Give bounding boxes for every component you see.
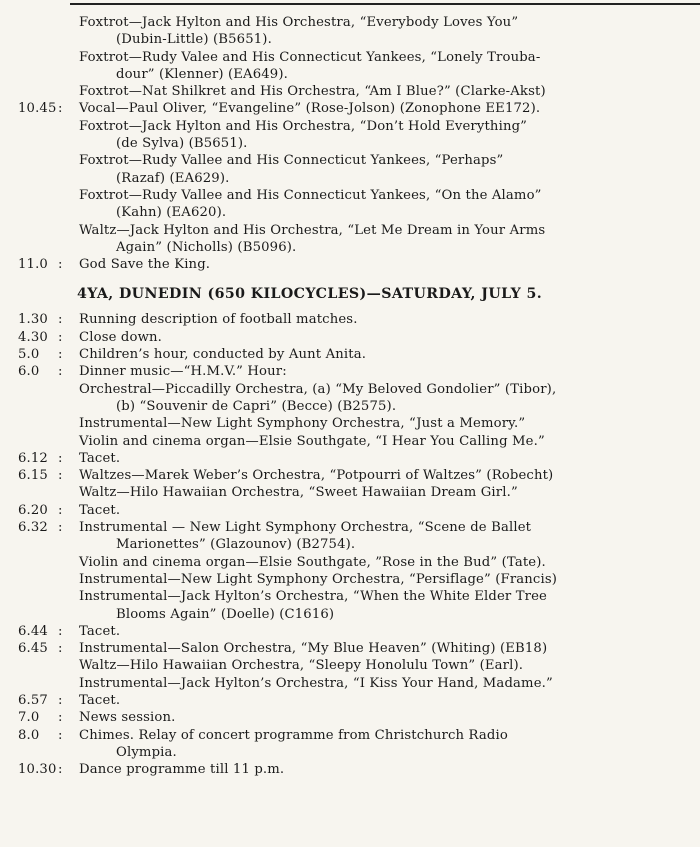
time-label: 6.20 [18,502,48,518]
time-separator: : [58,312,63,328]
programme-line [0,433,700,450]
time-label: 10.45 [18,101,57,117]
time-separator: : [58,347,63,363]
programme-line [0,623,700,640]
programme-text: Foxtrot—Rudy Valee and His Connecticut Yankees, “Lonely Trouba- [79,49,541,65]
programme-text: God Save the King. [79,257,211,273]
programme-line [0,83,700,100]
programme-text: Instrumental—New Light Symphony Orchestra, “Persiflage” (Francis) [79,571,558,587]
programme-line [0,14,700,31]
programme-line [0,256,700,273]
programme-text: Dinner music—“H.M.V.” Hour: [79,364,287,380]
programme-line [0,363,700,380]
programme-line [0,761,700,778]
programme-line [0,536,700,553]
programme-text: News session. [79,710,176,726]
time-separator: : [58,329,63,345]
time-separator: : [58,502,63,518]
time-label: 6.44 [18,623,48,639]
programme-text: Foxtrot—Nat Shilkret and His Orchestra, “Am I Blue?” (Clarke-Akst) [79,84,546,100]
programme-text: Waltz—Hilo Hawaiian Orchestra, “Sleepy Honolulu Town” (Earl). [79,658,524,674]
programme-line [0,346,700,363]
programme-text: dour” (Klenner) (EA649). [116,66,288,82]
programme-line [0,170,700,187]
programme-page [0,14,700,778]
programme-line [0,329,700,346]
programme-text: Foxtrot—Rudy Vallee and His Connecticut Yankees, “On the Alamo” [79,187,542,203]
programme-text: Orchestral—Piccadilly Orchestra, (a) “My Beloved Gondolier” (Tibor), [79,381,557,397]
station-heading [0,277,700,311]
programme-text: Instrumental—New Light Symphony Orchestra, “Just a Memory.” [79,416,526,432]
time-separator: : [58,468,63,484]
time-separator: : [58,727,63,743]
time-separator: : [58,641,63,657]
programme-line [0,709,700,726]
programme-line [0,744,700,761]
programme-line [0,222,700,239]
programme-text: Waltz—Jack Hylton and His Orchestra, “Let Me Dream in Your Arms [79,222,546,238]
programme-line [0,31,700,48]
programme-text: (Razaf) (EA629). [116,170,230,186]
time-separator: : [58,364,63,380]
programme-line [0,100,700,117]
programme-text: Foxtrot—Jack Hylton and His Orchestra, “Don’t Hold Everything” [79,118,528,134]
programme-text: Olympia. [116,744,177,760]
programme-line [0,571,700,588]
programme-text: Foxtrot—Rudy Vallee and His Connecticut Yankees, “Perhaps” [79,153,504,169]
programme-line [0,606,700,623]
programme-line [0,187,700,204]
time-separator: : [58,101,63,117]
programme-line [0,502,700,519]
programme-line [0,467,700,484]
programme-text: Instrumental—Jack Hylton’s Orchestra, “I Kiss Your Hand, Madame.” [79,675,553,691]
programme-line [0,450,700,467]
programme-line [0,692,700,709]
programme-text: Again” (Nicholls) (B5096). [116,239,297,255]
programme-text: Running description of football matches. [79,312,358,328]
programme-text: Close down. [79,329,163,345]
time-label: 1.30 [18,312,48,328]
station-heading-text: 4YA, DUNEDIN (650 KILOCYCLES)—SATURDAY, JULY 5. [77,286,543,303]
programme-line [0,381,700,398]
programme-text: Waltz—Hilo Hawaiian Orchestra, “Sweet Hawaiian Dream Girl.” [79,485,518,501]
programme-text: Instrumental—Jack Hylton’s Orchestra, “When the White Elder Tree [79,589,548,605]
time-label: 6.0 [18,364,40,380]
programme-text: (Dubin-Little) (B5651). [116,32,272,48]
programme-line [0,415,700,432]
programme-line [0,588,700,605]
time-label: 10.30 [18,762,57,778]
time-label: 6.32 [18,520,48,536]
time-label: 4.30 [18,329,48,345]
time-separator: : [58,692,63,708]
time-label: 11.0 [18,257,48,273]
programme-text: Marionettes” (Glazounov) (B2754). [116,537,356,553]
programme-text: Blooms Again” (Doelle) (C1616) [116,606,335,622]
programme-text: Tacet. [79,450,121,466]
time-separator: : [58,762,63,778]
programme-line [0,152,700,169]
programme-text: Violin and cinema organ—Elsie Southgate, “I Hear You Calling Me.” [79,433,545,449]
time-separator: : [58,450,63,466]
time-label: 6.45 [18,641,48,657]
time-separator: : [58,710,63,726]
programme-line [0,204,700,221]
programme-text: Violin and cinema organ—Elsie Southgate, ”Rose in the Bud” (Tate). [79,554,546,570]
programme-line [0,727,700,744]
programme-line [0,675,700,692]
time-separator: : [58,520,63,536]
programme-text: Dance programme till 11 p.m. [79,762,285,778]
programme-text: Instrumental—Salon Orchestra, “My Blue Heaven” (Whiting) (EB18) [79,641,548,657]
time-separator: : [58,623,63,639]
programme-text: Foxtrot—Jack Hylton and His Orchestra, “Everybody Loves You” [79,15,519,30]
programme-text: (b) “Souvenir de Capri” (Becce) (B2575). [116,398,397,414]
programme-text: Tacet. [79,623,121,639]
programme-text: Vocal—Paul Oliver, “Evangeline” (Rose-Jolson) (Zonophone EE172). [79,101,541,117]
programme-line [0,118,700,135]
programme-line [0,135,700,152]
programme-line [0,66,700,83]
programme-line [0,311,700,328]
programme-text: Children’s hour, conducted by Aunt Anita. [79,347,367,363]
programme-text: Waltzes—Marek Weber’s Orchestra, “Potpourri of Waltzes” (Robecht) [79,468,554,484]
programme-line [0,519,700,536]
time-label: 7.0 [18,710,40,726]
programme-line [0,640,700,657]
programme-line [0,398,700,415]
time-label: 6.12 [18,450,48,466]
programme-text: (Kahn) (EA620). [116,205,227,221]
top-rule [70,3,700,5]
time-label: 6.57 [18,692,48,708]
programme-line [0,554,700,571]
programme-line [0,239,700,256]
programme-text: Tacet. [79,502,121,518]
programme-text: (de Sylva) (B5651). [116,136,248,152]
time-separator: : [58,257,63,273]
time-label: 6.15 [18,468,48,484]
programme-line [0,49,700,66]
time-label: 8.0 [18,727,40,743]
programme-line [0,657,700,674]
programme-text: Instrumental — New Light Symphony Orchestra, “Scene de Ballet [79,520,532,536]
programme-line [0,484,700,501]
programme-text: Chimes. Relay of concert programme from Christchurch Radio [79,727,508,743]
time-label: 5.0 [18,347,40,363]
programme-text: Tacet. [79,692,121,708]
